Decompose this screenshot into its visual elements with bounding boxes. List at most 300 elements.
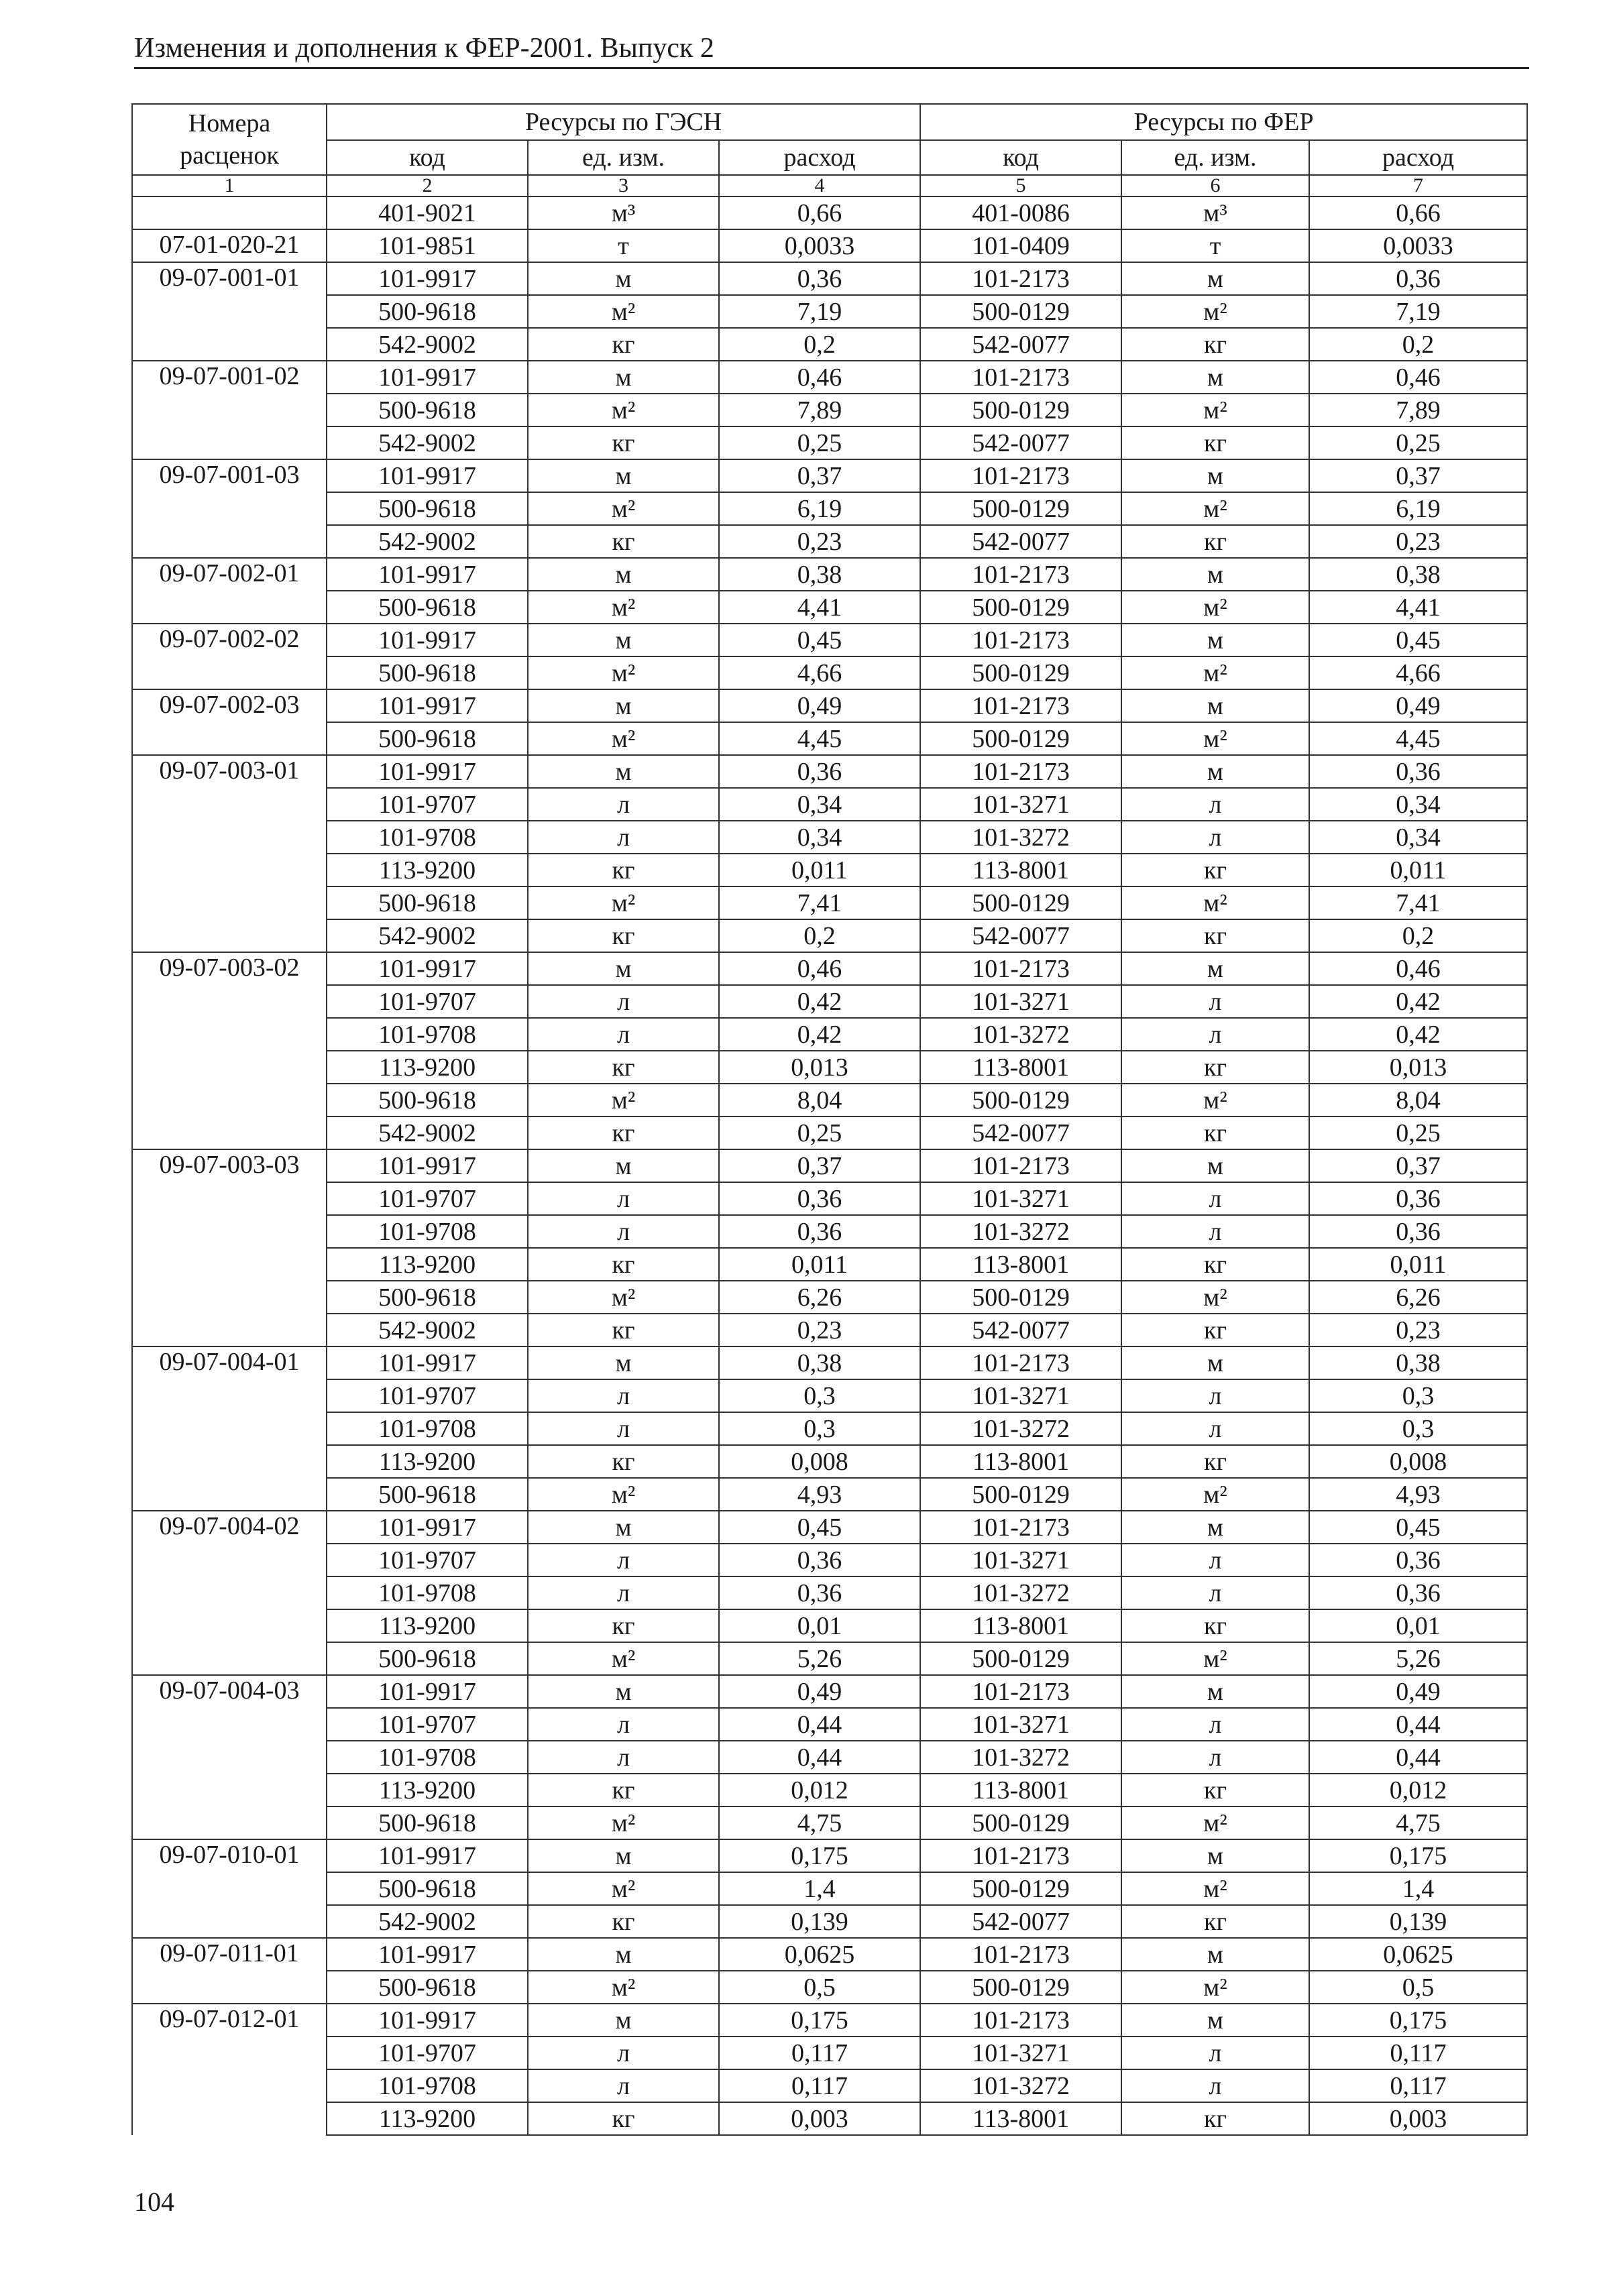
gesn-amount-cell: 0,117 <box>719 2036 920 2069</box>
fer-amount-cell: 0,42 <box>1309 985 1527 1018</box>
gesn-amount-cell: 6,19 <box>719 492 920 525</box>
gesn-amount-cell: 0,46 <box>719 361 920 394</box>
gesn-amount-cell: 0,175 <box>719 2004 920 2036</box>
fer-amount-cell: 0,5 <box>1309 1971 1527 2004</box>
gesn-code-cell: 401-9021 <box>327 196 528 229</box>
fer-unit-cell: м² <box>1121 1872 1309 1905</box>
fer-unit-cell: кг <box>1121 1774 1309 1806</box>
fer-code-cell: 101-2173 <box>920 624 1121 656</box>
gesn-code-header: код <box>327 140 528 175</box>
rate-numbers-header <box>132 104 327 175</box>
table-row <box>132 1642 1527 1675</box>
fer-code-cell: 101-3271 <box>920 788 1121 821</box>
fer-code-cell: 101-2173 <box>920 1839 1121 1872</box>
fer-unit-cell: м² <box>1121 492 1309 525</box>
fer-amount-cell: 7,41 <box>1309 886 1527 919</box>
gesn-unit-cell: л <box>528 1708 719 1741</box>
gesn-unit-cell: м² <box>528 722 719 755</box>
gesn-amount-cell: 0,36 <box>719 1576 920 1609</box>
table-row <box>132 821 1527 854</box>
gesn-amount-cell: 0,23 <box>719 1314 920 1346</box>
table-row <box>132 1281 1527 1314</box>
fer-unit-cell: кг <box>1121 2102 1309 2135</box>
gesn-unit-cell: т <box>528 229 719 262</box>
table-row <box>132 2069 1527 2102</box>
fer-amount-cell: 8,04 <box>1309 1084 1527 1116</box>
fer-code-cell: 101-3272 <box>920 1741 1121 1774</box>
table-row <box>132 196 1527 229</box>
gesn-code-cell: 113-9200 <box>327 1609 528 1642</box>
fer-code-cell: 113-8001 <box>920 2102 1121 2135</box>
rate-number-cell <box>132 886 327 919</box>
table-row <box>132 525 1527 558</box>
rate-number-cell: 09-07-004-03 <box>132 1675 327 1708</box>
fer-amount-cell: 0,25 <box>1309 426 1527 459</box>
rate-number-cell <box>132 1576 327 1609</box>
gesn-amount-cell: 0,175 <box>719 1839 920 1872</box>
table-body <box>132 196 1527 2135</box>
rate-number-cell: 09-07-001-01 <box>132 262 327 295</box>
gesn-code-cell: 101-9851 <box>327 229 528 262</box>
fer-unit-cell: м <box>1121 1938 1309 1971</box>
gesn-unit-cell: м² <box>528 1642 719 1675</box>
gesn-unit-cell: кг <box>528 525 719 558</box>
table-row <box>132 1511 1527 1544</box>
table-row <box>132 591 1527 624</box>
fer-code-cell: 101-3272 <box>920 821 1121 854</box>
rate-number-cell <box>132 1905 327 1938</box>
fer-amount-cell: 0,3 <box>1309 1379 1527 1412</box>
gesn-code-cell: 542-9002 <box>327 919 528 952</box>
table-row <box>132 1248 1527 1281</box>
fer-code-cell: 113-8001 <box>920 1609 1121 1642</box>
fer-code-cell: 500-0129 <box>920 886 1121 919</box>
gesn-code-cell: 500-9618 <box>327 656 528 689</box>
gesn-code-cell: 101-9708 <box>327 1412 528 1445</box>
rate-number-cell: 09-07-002-01 <box>132 558 327 591</box>
gesn-amount-cell: 8,04 <box>719 1084 920 1116</box>
table-row <box>132 1708 1527 1741</box>
rate-number-cell <box>132 328 327 361</box>
fer-unit-cell: м² <box>1121 1971 1309 2004</box>
table-row <box>132 1872 1527 1905</box>
rate-number-cell <box>132 394 327 426</box>
table-row <box>132 1478 1527 1511</box>
rate-number-cell <box>132 1215 327 1248</box>
fer-amount-cell: 0,008 <box>1309 1445 1527 1478</box>
fer-unit-cell: м <box>1121 1149 1309 1182</box>
fer-code-cell: 500-0129 <box>920 1478 1121 1511</box>
fer-amount-cell: 0,36 <box>1309 755 1527 788</box>
gesn-code-cell: 101-9917 <box>327 262 528 295</box>
gesn-unit-cell: м³ <box>528 196 719 229</box>
gesn-unit-cell: л <box>528 1544 719 1576</box>
gesn-amount-cell: 0,49 <box>719 689 920 722</box>
gesn-unit-cell: м <box>528 689 719 722</box>
rate-number-cell: 09-07-003-03 <box>132 1149 327 1182</box>
fer-unit-cell: м <box>1121 361 1309 394</box>
column-number: 5 <box>920 175 1121 196</box>
fer-code-cell: 101-2173 <box>920 361 1121 394</box>
fer-amount-cell: 4,45 <box>1309 722 1527 755</box>
gesn-amount-cell: 0,012 <box>719 1774 920 1806</box>
gesn-code-cell: 113-9200 <box>327 854 528 886</box>
rate-number-cell: 09-07-012-01 <box>132 2004 327 2036</box>
gesn-code-cell: 500-9618 <box>327 1971 528 2004</box>
gesn-code-cell: 101-9917 <box>327 952 528 985</box>
fer-code-cell: 101-3272 <box>920 1412 1121 1445</box>
gesn-unit-cell: м <box>528 1675 719 1708</box>
fer-code-cell: 101-3272 <box>920 1576 1121 1609</box>
gesn-amount-cell: 0,44 <box>719 1741 920 1774</box>
table-row <box>132 886 1527 919</box>
gesn-unit-cell: м² <box>528 886 719 919</box>
gesn-unit-cell: м² <box>528 295 719 328</box>
table-row <box>132 1839 1527 1872</box>
fer-unit-cell: м <box>1121 558 1309 591</box>
fer-unit-cell: кг <box>1121 1314 1309 1346</box>
fer-code-cell: 500-0129 <box>920 394 1121 426</box>
gesn-code-cell: 101-9707 <box>327 2036 528 2069</box>
gesn-unit-cell: л <box>528 1741 719 1774</box>
resources-table <box>131 103 1528 2136</box>
rate-number-cell <box>132 854 327 886</box>
fer-amount-cell: 0,49 <box>1309 1675 1527 1708</box>
rate-number-cell <box>132 919 327 952</box>
gesn-unit-cell: м <box>528 624 719 656</box>
rate-number-cell <box>132 1412 327 1445</box>
table-row <box>132 1576 1527 1609</box>
gesn-amount-cell: 0,37 <box>719 459 920 492</box>
fer-amount-cell: 0,44 <box>1309 1708 1527 1741</box>
fer-unit-cell: м² <box>1121 591 1309 624</box>
fer-amount-cell: 5,26 <box>1309 1642 1527 1675</box>
fer-amount-cell: 0,013 <box>1309 1051 1527 1084</box>
gesn-code-cell: 101-9917 <box>327 1511 528 1544</box>
rate-number-cell <box>132 1084 327 1116</box>
gesn-code-cell: 542-9002 <box>327 1314 528 1346</box>
table-row <box>132 985 1527 1018</box>
column-number: 1 <box>132 175 327 196</box>
gesn-amount-cell: 1,4 <box>719 1872 920 1905</box>
table-row <box>132 689 1527 722</box>
gesn-amount-cell: 0,34 <box>719 821 920 854</box>
rate-number-cell <box>132 591 327 624</box>
fer-unit-cell: л <box>1121 985 1309 1018</box>
gesn-unit-cell: м² <box>528 1281 719 1314</box>
fer-amount-cell: 0,2 <box>1309 328 1527 361</box>
fer-code-cell: 500-0129 <box>920 1642 1121 1675</box>
gesn-unit-cell: кг <box>528 1248 719 1281</box>
gesn-code-cell: 500-9618 <box>327 295 528 328</box>
gesn-unit-cell: л <box>528 1379 719 1412</box>
fer-unit-cell: кг <box>1121 919 1309 952</box>
table-row <box>132 1971 1527 2004</box>
rate-number-cell <box>132 1445 327 1478</box>
fer-code-cell: 101-2173 <box>920 1938 1121 1971</box>
table-row <box>132 361 1527 394</box>
gesn-unit-header: ед. изм. <box>528 140 719 175</box>
table-row <box>132 722 1527 755</box>
rate-number-cell <box>132 1971 327 2004</box>
fer-unit-cell: м <box>1121 1346 1309 1379</box>
fer-amount-cell: 0,139 <box>1309 1905 1527 1938</box>
fer-unit-cell: м² <box>1121 886 1309 919</box>
fer-unit-cell: м <box>1121 1839 1309 1872</box>
table-row <box>132 624 1527 656</box>
gesn-unit-cell: м² <box>528 394 719 426</box>
gesn-unit-cell: л <box>528 1576 719 1609</box>
fer-code-cell: 101-3272 <box>920 1215 1121 1248</box>
gesn-code-cell: 101-9917 <box>327 361 528 394</box>
gesn-unit-cell: м² <box>528 1478 719 1511</box>
fer-amount-cell: 0,117 <box>1309 2069 1527 2102</box>
gesn-unit-cell: кг <box>528 426 719 459</box>
gesn-amount-cell: 0,36 <box>719 262 920 295</box>
fer-amount-cell: 4,93 <box>1309 1478 1527 1511</box>
gesn-code-cell: 101-9707 <box>327 1379 528 1412</box>
fer-amount-cell: 0,44 <box>1309 1741 1527 1774</box>
gesn-code-cell: 101-9917 <box>327 1675 528 1708</box>
fer-code-cell: 542-0077 <box>920 525 1121 558</box>
rate-number-cell: 09-07-001-02 <box>132 361 327 394</box>
rate-number-cell <box>132 821 327 854</box>
column-number: 3 <box>528 175 719 196</box>
fer-unit-cell: л <box>1121 1576 1309 1609</box>
rate-numbers-label-1: Номера <box>188 109 271 137</box>
rate-number-cell: 09-07-004-01 <box>132 1346 327 1379</box>
gesn-unit-cell: л <box>528 2036 719 2069</box>
gesn-code-cell: 113-9200 <box>327 1774 528 1806</box>
gesn-amount-cell: 0,23 <box>719 525 920 558</box>
fer-unit-cell: кг <box>1121 426 1309 459</box>
fer-code-cell: 101-2173 <box>920 459 1121 492</box>
fer-code-cell: 101-3271 <box>920 1379 1121 1412</box>
fer-code-cell: 101-2173 <box>920 689 1121 722</box>
gesn-amount-cell: 4,41 <box>719 591 920 624</box>
fer-unit-cell: л <box>1121 1741 1309 1774</box>
fer-unit-cell: м <box>1121 755 1309 788</box>
fer-amount-cell: 6,26 <box>1309 1281 1527 1314</box>
fer-unit-cell: м² <box>1121 1281 1309 1314</box>
gesn-amount-cell: 0,37 <box>719 1149 920 1182</box>
table-row <box>132 2102 1527 2135</box>
fer-amount-cell: 0,36 <box>1309 1576 1527 1609</box>
table-row <box>132 1938 1527 1971</box>
gesn-code-cell: 101-9917 <box>327 755 528 788</box>
table-row <box>132 558 1527 591</box>
table-row <box>132 459 1527 492</box>
gesn-unit-cell: л <box>528 2069 719 2102</box>
column-number: 7 <box>1309 175 1527 196</box>
fer-unit-cell: кг <box>1121 1116 1309 1149</box>
gesn-code-cell: 500-9618 <box>327 591 528 624</box>
gesn-amount-cell: 0,25 <box>719 1116 920 1149</box>
table-row <box>132 328 1527 361</box>
table-row <box>132 1215 1527 1248</box>
fer-unit-cell: л <box>1121 2069 1309 2102</box>
gesn-code-cell: 542-9002 <box>327 426 528 459</box>
gesn-amount-cell: 0,49 <box>719 1675 920 1708</box>
gesn-code-cell: 500-9618 <box>327 1872 528 1905</box>
gesn-code-cell: 113-9200 <box>327 1445 528 1478</box>
rate-numbers-label-2: расценок <box>180 141 279 170</box>
fer-code-cell: 542-0077 <box>920 1116 1121 1149</box>
gesn-code-cell: 101-9707 <box>327 1182 528 1215</box>
gesn-amount-cell: 0,011 <box>719 854 920 886</box>
gesn-code-cell: 101-9917 <box>327 1149 528 1182</box>
gesn-code-cell: 101-9917 <box>327 689 528 722</box>
fer-unit-cell: л <box>1121 2036 1309 2069</box>
fer-amount-cell: 0,01 <box>1309 1609 1527 1642</box>
gesn-code-cell: 500-9618 <box>327 722 528 755</box>
fer-amount-cell: 0,012 <box>1309 1774 1527 1806</box>
gesn-code-cell: 500-9618 <box>327 1642 528 1675</box>
fer-code-cell: 101-3271 <box>920 1708 1121 1741</box>
rate-number-cell: 09-07-002-03 <box>132 689 327 722</box>
gesn-amount-cell: 0,01 <box>719 1609 920 1642</box>
fer-code-cell: 113-8001 <box>920 1774 1121 1806</box>
gesn-code-cell: 101-9708 <box>327 1018 528 1051</box>
fer-amount-cell: 4,66 <box>1309 656 1527 689</box>
rate-number-cell: 07-01-020-21 <box>132 229 327 262</box>
fer-code-cell: 542-0077 <box>920 1314 1121 1346</box>
fer-code-cell: 101-2173 <box>920 755 1121 788</box>
column-number: 6 <box>1121 175 1309 196</box>
fer-unit-cell: л <box>1121 1708 1309 1741</box>
fer-amount-cell: 0,36 <box>1309 1215 1527 1248</box>
table-row <box>132 229 1527 262</box>
gesn-unit-cell: м² <box>528 1806 719 1839</box>
gesn-code-cell: 500-9618 <box>327 1478 528 1511</box>
gesn-code-cell: 113-9200 <box>327 2102 528 2135</box>
gesn-amount-cell: 0,36 <box>719 755 920 788</box>
fer-amount-cell: 0,36 <box>1309 1544 1527 1576</box>
gesn-amount-cell: 0,34 <box>719 788 920 821</box>
gesn-unit-cell: м <box>528 459 719 492</box>
rate-number-cell <box>132 1642 327 1675</box>
fer-unit-cell: м <box>1121 2004 1309 2036</box>
fer-unit-cell: л <box>1121 821 1309 854</box>
column-number: 2 <box>327 175 528 196</box>
table-row <box>132 788 1527 821</box>
fer-unit-cell: л <box>1121 1412 1309 1445</box>
table-row <box>132 1084 1527 1116</box>
gesn-code-cell: 101-9708 <box>327 1741 528 1774</box>
table-row <box>132 1905 1527 1938</box>
gesn-amount-cell: 5,26 <box>719 1642 920 1675</box>
fer-code-cell: 101-2173 <box>920 1149 1121 1182</box>
gesn-amount-cell: 0,36 <box>719 1215 920 1248</box>
table-row <box>132 2004 1527 2036</box>
fer-code-cell: 101-3271 <box>920 985 1121 1018</box>
table-row <box>132 1182 1527 1215</box>
rate-number-cell <box>132 1872 327 1905</box>
table-row <box>132 1544 1527 1576</box>
fer-unit-cell: кг <box>1121 1905 1309 1938</box>
fer-code-cell: 113-8001 <box>920 854 1121 886</box>
gesn-amount-header: расход <box>719 140 920 175</box>
gesn-amount-cell: 0,013 <box>719 1051 920 1084</box>
table-row <box>132 952 1527 985</box>
fer-unit-cell: м <box>1121 689 1309 722</box>
rate-number-cell <box>132 492 327 525</box>
gesn-amount-cell: 4,75 <box>719 1806 920 1839</box>
gesn-code-cell: 500-9618 <box>327 394 528 426</box>
gesn-unit-cell: м² <box>528 1971 719 2004</box>
rate-number-cell: 09-07-004-02 <box>132 1511 327 1544</box>
gesn-amount-cell: 0,2 <box>719 919 920 952</box>
fer-unit-cell: кг <box>1121 854 1309 886</box>
gesn-code-cell: 542-9002 <box>327 525 528 558</box>
rate-number-cell <box>132 1314 327 1346</box>
fer-code-cell: 500-0129 <box>920 1971 1121 2004</box>
gesn-amount-cell: 0,3 <box>719 1412 920 1445</box>
rate-number-cell <box>132 656 327 689</box>
fer-amount-cell: 0,175 <box>1309 1839 1527 1872</box>
fer-unit-cell: л <box>1121 1018 1309 1051</box>
table-row <box>132 656 1527 689</box>
gesn-code-cell: 542-9002 <box>327 1905 528 1938</box>
rate-number-cell <box>132 1379 327 1412</box>
fer-resources-header: Ресурсы по ФЕР <box>920 104 1527 140</box>
fer-code-cell: 500-0129 <box>920 1806 1121 1839</box>
fer-amount-cell: 0,011 <box>1309 854 1527 886</box>
gesn-code-cell: 542-9002 <box>327 328 528 361</box>
gesn-amount-cell: 0,3 <box>719 1379 920 1412</box>
gesn-unit-cell: м <box>528 361 719 394</box>
rate-number-cell <box>132 1708 327 1741</box>
gesn-code-cell: 101-9917 <box>327 459 528 492</box>
fer-amount-cell: 0,37 <box>1309 459 1527 492</box>
gesn-unit-cell: кг <box>528 1314 719 1346</box>
table-row <box>132 1412 1527 1445</box>
gesn-unit-cell: л <box>528 1182 719 1215</box>
fer-amount-cell: 4,75 <box>1309 1806 1527 1839</box>
fer-code-cell: 101-2173 <box>920 558 1121 591</box>
gesn-code-cell: 500-9618 <box>327 1084 528 1116</box>
gesn-unit-cell: кг <box>528 2102 719 2135</box>
gesn-amount-cell: 0,003 <box>719 2102 920 2135</box>
fer-amount-cell: 0,45 <box>1309 624 1527 656</box>
gesn-unit-cell: кг <box>528 1051 719 1084</box>
gesn-unit-cell: м <box>528 1511 719 1544</box>
fer-unit-cell: м <box>1121 262 1309 295</box>
gesn-amount-cell: 4,45 <box>719 722 920 755</box>
table-row <box>132 1741 1527 1774</box>
rate-number-cell <box>132 1806 327 1839</box>
rate-number-cell: 09-07-003-01 <box>132 755 327 788</box>
fer-amount-cell: 0,42 <box>1309 1018 1527 1051</box>
fer-amount-cell: 0,38 <box>1309 558 1527 591</box>
gesn-unit-cell: кг <box>528 1609 719 1642</box>
fer-amount-cell: 0,003 <box>1309 2102 1527 2135</box>
gesn-resources-header: Ресурсы по ГЭСН <box>327 104 920 140</box>
gesn-code-cell: 101-9708 <box>327 2069 528 2102</box>
rate-number-cell <box>132 1281 327 1314</box>
fer-code-cell: 101-0409 <box>920 229 1121 262</box>
fer-unit-cell: м² <box>1121 1642 1309 1675</box>
fer-unit-cell: м³ <box>1121 196 1309 229</box>
column-number: 4 <box>719 175 920 196</box>
fer-amount-cell: 0,0625 <box>1309 1938 1527 1971</box>
fer-unit-cell: кг <box>1121 328 1309 361</box>
fer-code-cell: 101-2173 <box>920 952 1121 985</box>
fer-unit-cell: л <box>1121 1215 1309 1248</box>
gesn-code-cell: 101-9917 <box>327 624 528 656</box>
gesn-unit-cell: м <box>528 558 719 591</box>
rate-number-cell: 09-07-010-01 <box>132 1839 327 1872</box>
